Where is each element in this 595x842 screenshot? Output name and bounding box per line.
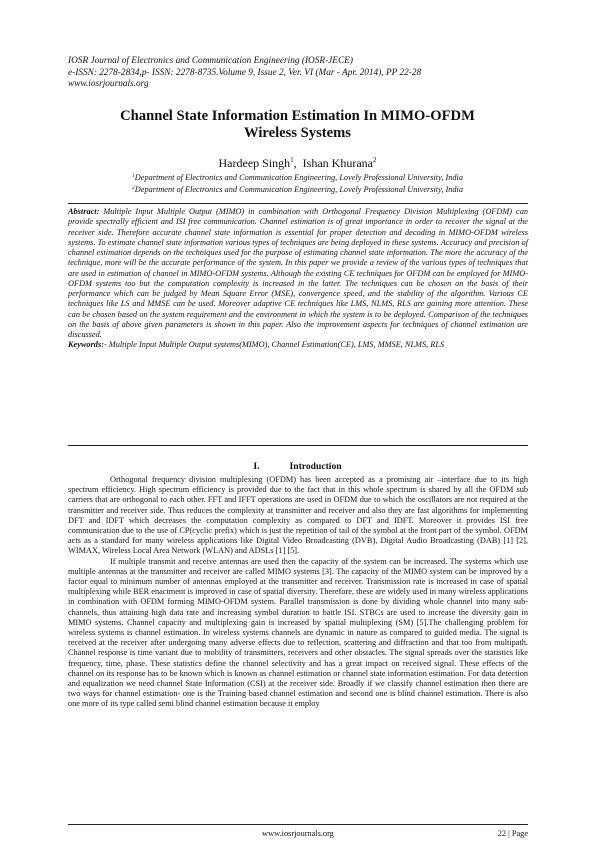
author-name: Ishan Khurana (302, 156, 373, 170)
author-affiliation-mark: 2 (372, 156, 377, 164)
footer-website[interactable]: www.iosrjournals.org (262, 829, 334, 838)
abstract-text: Multiple Input Multiple Output (MIMO) in combination with Orthogonal Frequency Division Multiplexing (OFDM) can provide spectrally efficient and ISI free communication. Channel estimation is of great importance in order to recover the signal at the receiver side. Therefore accurate channel state information is essential for proper detection and decoding in MIMO-OFDM wireless systems. To estimate channel state information various types of techniques are being deployed in these systems. Accuracy and precision of channel estimation depends on the techniques used for the purpose of estimating channel state information. The more the accuracy of the technique, more will be the accurate performance of the system. In this paper we provide a review of the various types of techniques that are used in estimation of channel in MIMO-OFDM systems. Although the existing CE techniques for OFDM can be employed for MIMO-OFDM systems too but the computation complexity is increased in the latter. The techniques can be chosen on the basis of their performance which can be judged by Mean Square Error (MSE), convergence speed, and the stability of the algorithm. Various CE techniques like LS and MMSE can be used. Moreover adaptive CE techniques like LMS, NLMS, RLS are gaining more attention. These can be chosen based on the system requirement and the environment in which the system is to be deployed. Comparison of the techniques on the basis of above given parameters is shown in this paper. Also the improvement aspects for techniques of channel estimation are discussed. (68, 207, 528, 339)
section-number: I. (253, 461, 260, 472)
author-separator: , (293, 156, 297, 170)
title-line-1: Channel State Information Estimation In MIMO-OFDM (120, 108, 475, 124)
affiliation (60, 171, 535, 183)
page-footer (68, 826, 528, 840)
author-name: Hardeep Singh (218, 156, 291, 170)
journal-name: IOSR Journal of Electronics and Communication Engineering (IOSR-JECE) (68, 56, 353, 66)
affiliation-list (60, 171, 535, 196)
body-paragraph: If multiple transmit and receive antennas are used then the capacity of the system can be increased. The systems which use multiple antennas at the transmitter and receiver are called MIMO systems [3]. The capacity of the MIMO system can be improved by a factor equal to minimum number of antennas employed at the transmitter and receiver. Transmission rate is increased in case of spatial multiplexing while BER enactment is improved in case of spatial diversity. Therefore, these are widely used in many wireless applications in combination with OFDM forming MIMO-OFDM system. Parallel transmission is done by dividing whole channel into many sub-channels, thus attaining high data rate and increasing symbol duration to battle ISI. STBCs are used to increase the diversity gain in MIMO systems. Channel capacity and multiplexing gain is increased by spatial multiplexing (SM) [5].The challenging problem for wireless systems is channel estimation. In wireless systems channels are dynamic in nature as compared to guided media. The signal is received at the receiver after undergoing many adverse effects due to reflection, scattering and diffraction and that too from multipath. Channel response is time variant due to mobility of transmitters, receivers and other obstacles. The signal spreads over the statistics like frequency, time, phase. These statistics define the channel selectivity and has a great impact on received signal. These effects of the channel on its response has to be known which is known as channel estimation or channel state information estimation. For data detection and equalization we need channel State Information (CSI) at the receiver side. Broadly if we classify channel estimation then there are two ways for channel estimation- one is the Training based channel estimation and second one is blind channel estimation. There is also one more of its type called semi blind channel estimation because it employ (68, 556, 528, 709)
affiliation-mark: 2 (132, 185, 135, 192)
affiliation-text: Department of Electronics and Communication Engineering, Lovely Professional University, India (134, 185, 463, 195)
abstract-top-rule (68, 203, 528, 204)
author-affiliation-mark: 1 (290, 156, 294, 164)
journal-website[interactable]: www.iosrjournals.org (68, 79, 149, 90)
abstract-bottom-rule (68, 445, 528, 446)
body-paragraph: Orthogonal frequency division multiplexing (OFDM) has been accepted as a promising air –interface due to its high spectrum efficiency. High spectrum efficiency is provided due to the fact that in this whole spectrum is shared by all the OFDM sub carriers that are orthogonal to each other. FFT and IFFT operations are used in OFDM due to which the oscillators are not required at the transmitter and receiver side. Thus reduces the complexity at transmitter and receiver and also they are fast algorithms for implementing DFT and IDFT which decreases the computation complexity as compared to DFT and IDFT. Moreover it provides ISI free communication due to the use of CP(cyclic prefix) which is just the repetition of tail of the symbol at the front part of the symbol. OFDM acts as a standard for many wireless applications like Digital Video Broadcasting (DVB), Digital Audio Broadcasting (DAB) [1] [2], WIMAX, Wireless Local Area Network (WLAN) and ADSLs [1] [5]. (68, 475, 528, 556)
section-body (68, 475, 528, 710)
paper-title (60, 108, 535, 142)
title-line-2: Wireless Systems (244, 125, 351, 141)
issn-line: e-ISSN: 2278-2834,p- ISSN: 2278-8735.Volume 9, Issue 2, Ver. VI (Mar - Apr. 2014), PP 22-28 (68, 67, 422, 78)
abstract-block (68, 207, 528, 351)
keywords-paragraph (68, 340, 528, 350)
author-list (60, 153, 535, 170)
affiliation (60, 183, 535, 195)
abstract-paragraph (68, 207, 528, 340)
abstract-label: Abstract: (68, 207, 100, 216)
page-number: 22 | Page (497, 829, 528, 838)
section-heading (60, 461, 535, 473)
affiliation-mark: 1 (132, 173, 135, 179)
affiliation-text: Department of Electronics and Communication Engineering, Lovely Professional University, India (134, 173, 463, 182)
keywords-text: Multiple Input Multiple Output systems(MIMO), Channel Estimation(CE), LMS, MMSE, NLMS, RLS (108, 340, 445, 350)
section-title: Introduction (289, 461, 342, 472)
journal-header (68, 56, 528, 91)
keywords-label: Keywords:- (68, 340, 107, 350)
footer-rule (68, 824, 528, 825)
